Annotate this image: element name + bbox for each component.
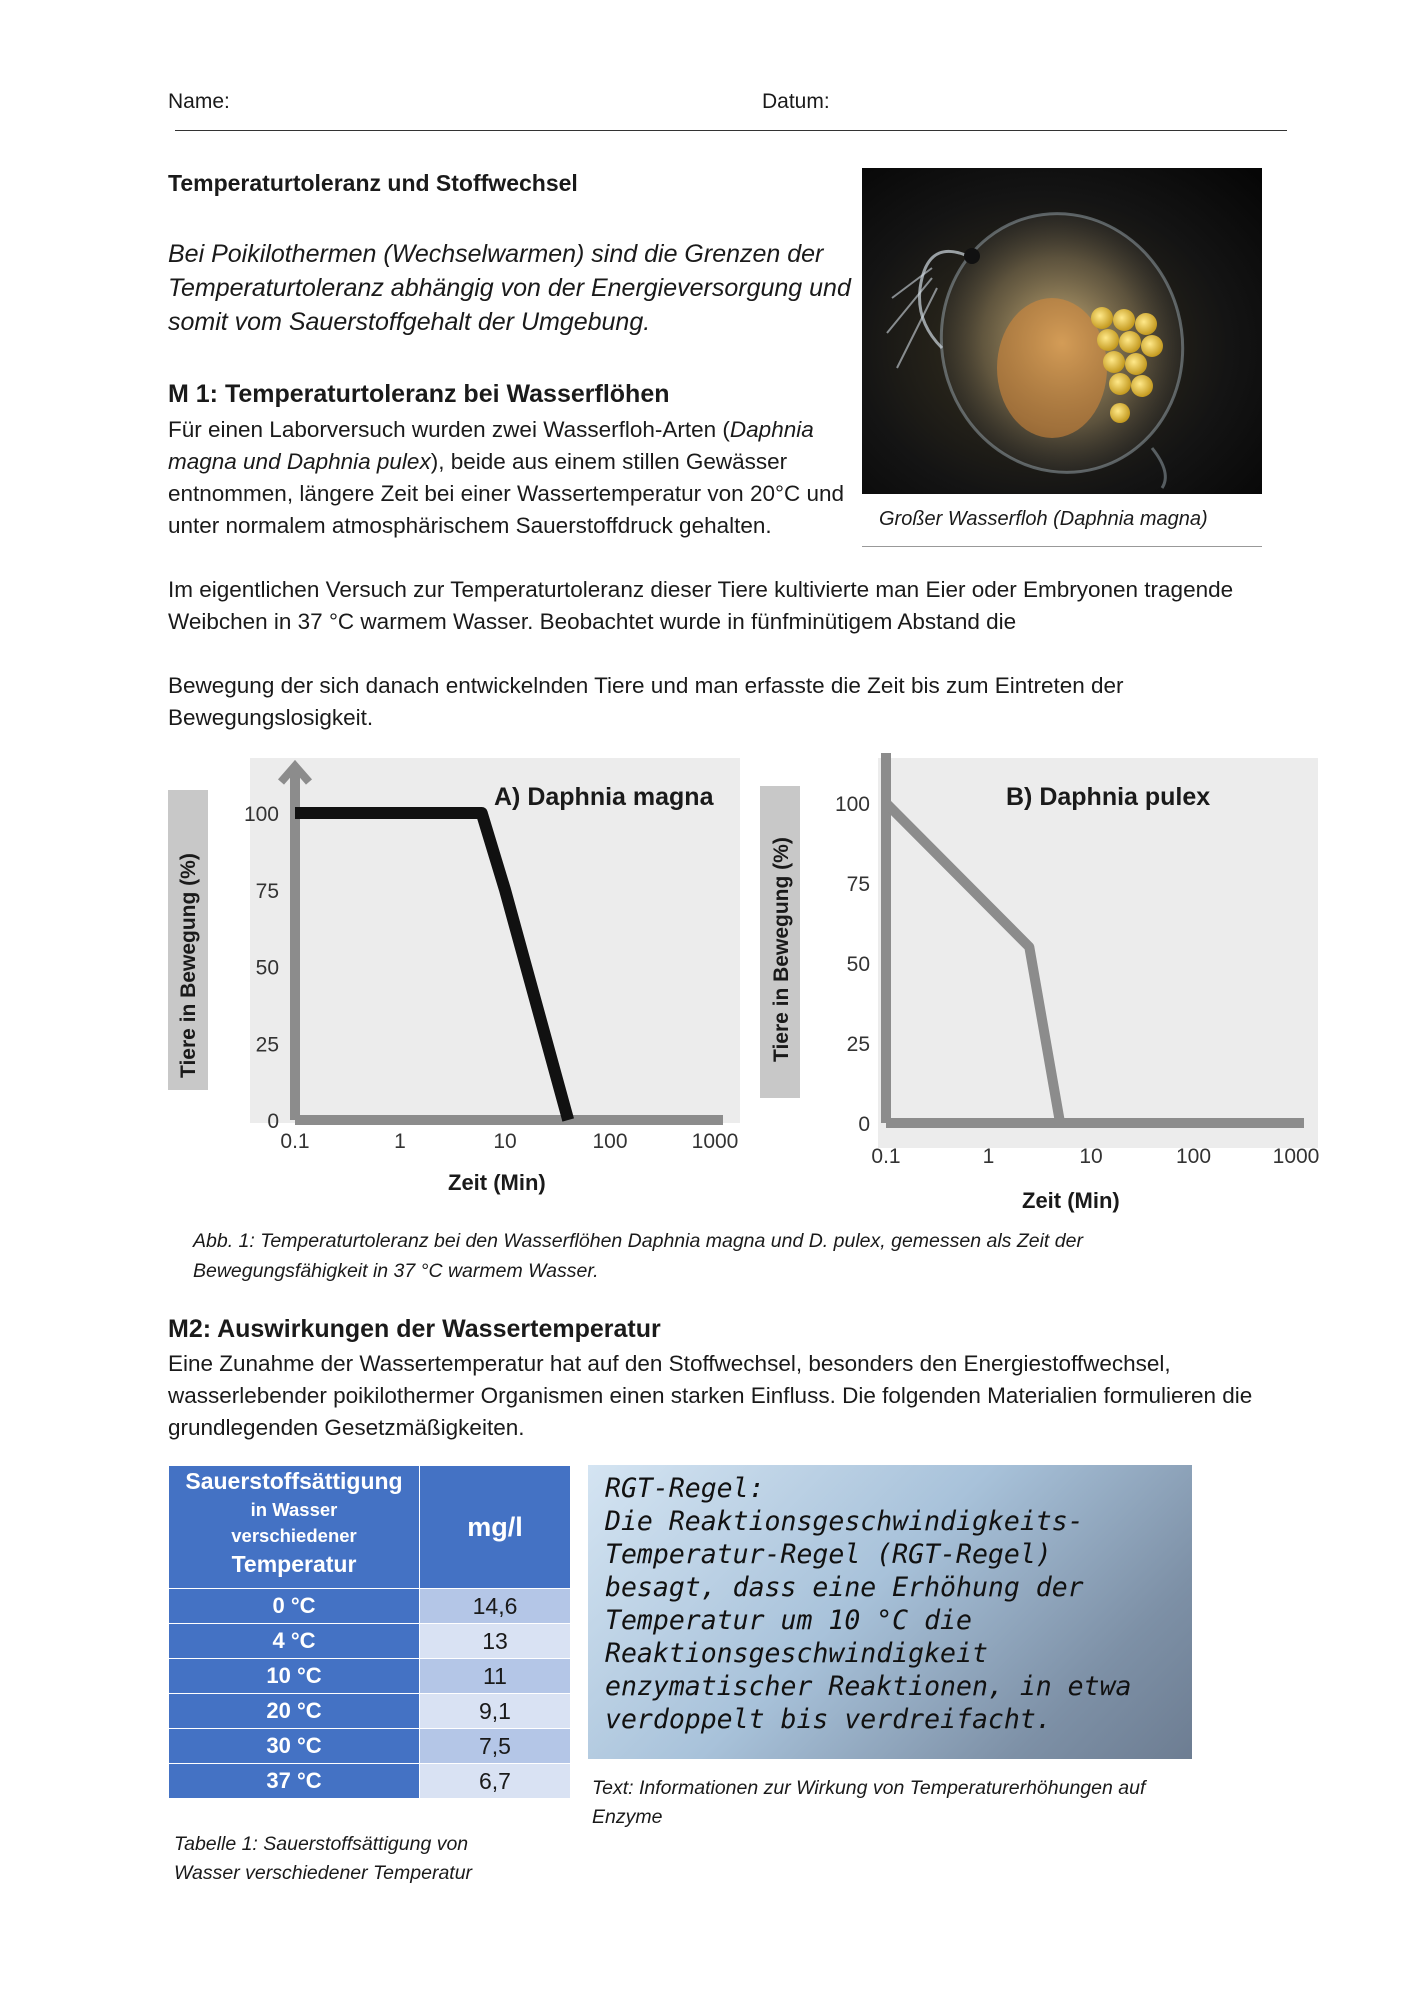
chart-b-y-tick: 0 <box>858 1113 870 1136</box>
header-rule <box>175 130 1287 131</box>
chart-a-y-tick: 100 <box>243 803 279 826</box>
chart-a-y-tick: 25 <box>255 1033 279 1057</box>
chart-b-x-tick: 100 <box>1175 1145 1212 1168</box>
table-header: Sauerstoffsättigung in Wasser verschiedener Temperatur <box>169 1466 420 1589</box>
table-row: 37 °C 6,7 <box>169 1764 571 1799</box>
chart-a-x-tick: 100 <box>592 1130 628 1153</box>
page-title: Temperaturtoleranz und Stoffwechsel <box>168 170 578 196</box>
chart-a-y-tick: 75 <box>255 879 279 903</box>
name-label: Name: <box>168 90 230 113</box>
chart-b-y-tick: 25 <box>846 1033 870 1056</box>
chart-b-background <box>878 758 1318 1148</box>
rgt-caption: Text: Informationen zur Wirkung von Temperaturerhöhungen auf Enzyme <box>592 1777 1146 1828</box>
chart-a-x-tick: 1 <box>394 1130 406 1153</box>
species-names: Daphnia magna und Daphnia pulex <box>168 417 814 474</box>
chart-b-y-tick: 75 <box>846 873 870 896</box>
chart-b-x-tick: 1 <box>982 1145 995 1168</box>
oxygen-table <box>168 1465 571 1799</box>
table-unit-header: mg/l <box>420 1466 571 1589</box>
chart-b-y-tick: 100 <box>834 793 870 816</box>
m1-paragraph-3: Bewegung der sich danach entwickelnden Tiere und man erfasste die Zeit bis zum Eintreten der Bewegungslosigkeit. <box>168 673 1124 730</box>
photo-caption: Großer Wasserfloh (Daphnia magna) <box>879 508 1208 530</box>
m1-heading: M 1: Temperaturtoleranz bei Wasserflöhen <box>168 380 670 408</box>
figure-caption: Abb. 1: Temperaturtoleranz bei den Wasserflöhen Daphnia magna und D. pulex, gemessen als Zeit der Bewegungsfähigkeit in 37 °C warmem Wasser. <box>193 1230 1083 1282</box>
chart-b-title: B) Daphnia pulex <box>1006 783 1211 811</box>
table-row: 4 °C 13 <box>169 1624 571 1659</box>
chart-a-x-tick: 0.1 <box>280 1130 310 1153</box>
m1-paragraph-1: Für einen Laborversuch wurden zwei Wasserfloh-Arten (Daphnia magna und Daphnia pulex), beide aus einem stillen Gewässer entnommen, längere Zeit bei einer Wassertemperatur von 20°C und unter normalem atmosphärischem Sauerstoffdruck gehalten. <box>168 417 845 538</box>
chart-b-ylabel: Tiere in Bewegung (%) <box>770 837 793 1062</box>
chart-a-y-tick: 0 <box>267 1110 279 1133</box>
chart-b-y-tick: 50 <box>846 953 870 976</box>
chart-a-x-tick: 1000 <box>691 1130 739 1153</box>
intro-text: Bei Poikilothermen (Wechselwarmen) sind die Grenzen der Temperaturtoleranz abhängig von der Energieversorgung und somit vom Sauerstoffgehalt der Umgebung. <box>168 240 851 336</box>
chart-b-x-tick: 1000 <box>1272 1145 1320 1168</box>
chart-a-title: A) Daphnia magna <box>494 783 714 811</box>
table-row: 30 °C 7,5 <box>169 1729 571 1764</box>
chart-a-y-tick: 50 <box>255 956 279 980</box>
chart-a-xlabel: Zeit (Min) <box>448 1170 546 1195</box>
table-row: 20 °C 9,1 <box>169 1694 571 1729</box>
m2-paragraph: Eine Zunahme der Wassertemperatur hat auf den Stoffwechsel, besonders den Energiestoffwechsel, wasserlebender poikilothermer Organismen einen starken Einfluss. Die folgenden Materialien formulieren die grundlegenden Gesetzmäßigkeiten. <box>168 1351 1253 1440</box>
chart-b <box>808 748 1328 1178</box>
chart-b-x-tick: 10 <box>1079 1145 1103 1168</box>
daphnia-photo <box>862 168 1262 494</box>
chart-a-x-tick: 10 <box>493 1130 517 1153</box>
chart-b-xlabel: Zeit (Min) <box>1022 1188 1120 1213</box>
chart-b-x-tick: 0.1 <box>871 1145 901 1168</box>
m2-heading: M2: Auswirkungen der Wassertemperatur <box>168 1315 661 1343</box>
chart-a-ylabel: Tiere in Bewegung (%) <box>177 853 200 1078</box>
table-row: 10 °C 11 <box>169 1659 571 1694</box>
rgt-text: RGT-Regel: Die Reaktionsgeschwindigkeits- Temperatur-Regel (RGT-Regel) besagt, dass eine Erhöhung der Temperatur um 10 °C die Reaktionsgeschwindigkeit enzymatischer Reaktionen, in etwa verdoppelt bis verdreifacht. <box>605 1473 1132 1735</box>
table-row: 0 °C 14,6 <box>169 1589 571 1624</box>
m1-paragraph-2: Im eigentlichen Versuch zur Temperaturtoleranz dieser Tiere kultivierte man Eier oder Embryonen tragende Weibchen in 37 °C warmem Wasser. Beobachtet wurde in fünfminütigem Abstand die <box>168 577 1234 634</box>
table-caption: Tabelle 1: Sauerstoffsättigung von Wasser verschiedener Temperatur <box>174 1833 473 1884</box>
date-label: Datum: <box>762 90 830 113</box>
